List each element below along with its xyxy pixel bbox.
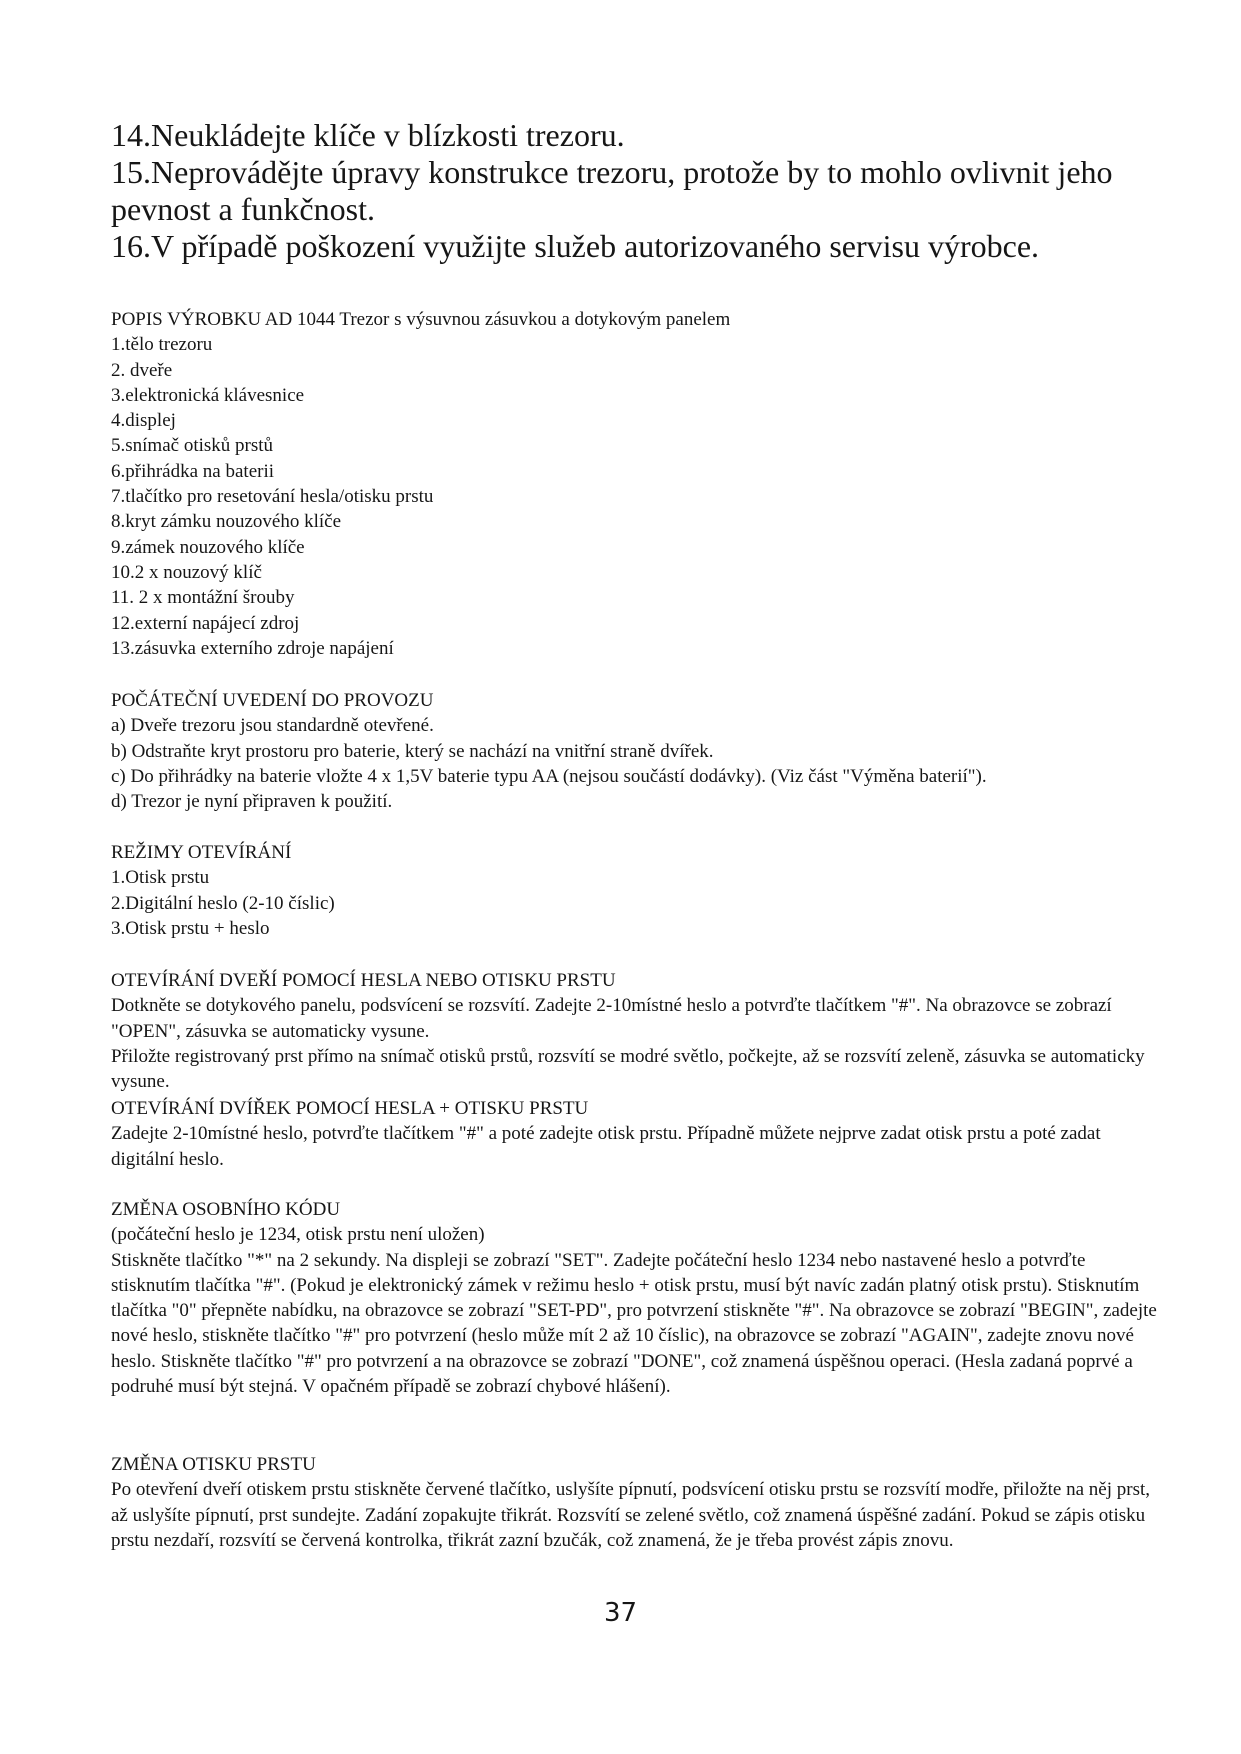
section-startup xyxy=(111,688,1161,814)
list-item: 1.Otisk prstu xyxy=(111,867,210,889)
list-item: 2.Digitální heslo (2-10 číslic) xyxy=(111,892,335,914)
intro-list xyxy=(111,117,1141,265)
paragraph: Zadejte 2-10místné heslo, potvrďte tlačítkem "#" a poté zadejte otisk prstu. Případně můžete nejprve zadat otisk prstu a poté zadat digitální heslo. xyxy=(111,1123,1101,1170)
paragraph: Přiložte registrovaný prst přímo na snímač otisků prstů, rozsvítí se modré světlo, počkejte, až se rozsvítí zeleně, zásuvka se automaticky vysune. xyxy=(111,1045,1145,1093)
list-item: 6.přihrádka na baterii xyxy=(111,460,275,482)
list-item: 4.displej xyxy=(111,410,176,432)
intro-item: 14.Neukládejte klíče v blízkosti trezoru. xyxy=(111,117,625,153)
section-product xyxy=(111,307,1161,661)
list-item: b) Odstraňte kryt prostoru pro baterie, který se nachází na vnitřní straně dvířek. xyxy=(111,740,714,762)
section-heading: ZMĚNA OSOBNÍHO KÓDU xyxy=(111,1199,341,1220)
section-heading: POČÁTEČNÍ UVEDENÍ DO PROVOZU xyxy=(111,690,434,711)
list-item: 13.zásuvka externího zdroje napájení xyxy=(111,637,394,659)
list-item: 3.Otisk prstu + heslo xyxy=(111,917,270,939)
section-open-and xyxy=(111,1096,1161,1172)
paragraph: Dotkněte se dotykového panelu, podsvícení se rozsvítí. Zadejte 2-10místné heslo a potvrďte tlačítkem "#". Na obrazovce se zobrazí "OPEN", zásuvka se automaticky vysune. xyxy=(111,995,1112,1042)
list-item: 2. dveře xyxy=(111,359,173,381)
section-heading: POPIS VÝROBKU AD 1044 Trezor s výsuvnou zásuvkou a dotykovým panelem xyxy=(111,309,731,330)
section-change-code xyxy=(111,1197,1161,1399)
page-number: 37 xyxy=(603,1598,638,1628)
intro-item: 16.V případě poškození využijte služeb autorizovaného servisu výrobce. xyxy=(111,228,1040,264)
list-item: 9.zámek nouzového klíče xyxy=(111,536,305,558)
list-item: 10.2 x nouzový klíč xyxy=(111,561,262,583)
section-heading: ZMĚNA OTISKU PRSTU xyxy=(111,1454,316,1475)
list-item: 3.elektronická klávesnice xyxy=(111,384,305,406)
list-item: c) Do přihrádky na baterie vložte 4 x 1,5V baterie typu AA (nejsou součástí dodávky). (Viz část "Výměna baterií"). xyxy=(111,765,987,787)
section-subheading: (počáteční heslo je 1234, otisk prstu není uložen) xyxy=(111,1224,485,1246)
section-open-or xyxy=(111,968,1161,1094)
section-modes xyxy=(111,840,1161,941)
list-item: 5.snímač otisků prstů xyxy=(111,435,274,457)
list-item: 12.externí napájecí zdroj xyxy=(111,612,300,634)
section-heading: OTEVÍRÁNÍ DVEŘÍ POMOCÍ HESLA NEBO OTISKU PRSTU xyxy=(111,970,616,991)
paragraph: Po otevření dveří otiskem prstu stiskněte červené tlačítko, uslyšíte pípnutí, podsvícení otisku prstu se rozsvítí modře, přiložte na něj prst, až uslyšíte pípnutí, prst sundejte. Zadání zopakujte třikrát. Rozsvítí se zelené světlo, což znamená úspěšné zadání. Pokud se zápis otisku prstu nezdaří, rozsvítí se červená kontrolka, třikrát zazní bzučák, což znamená, že je třeba provést zápis znovu. xyxy=(111,1479,1150,1551)
paragraph: Stiskněte tlačítko "*" na 2 sekundy. Na displeji se zobrazí "SET". Zadejte počáteční heslo 1234 nebo nastavené heslo a potvrďte stisknutím tlačítka "#". (Pokud je elektronický zámek v režimu heslo + otisk prstu, musí být navíc zadán platný otisk prstu). Stisknutím tlačítka "0" přepněte nabídku, na obrazovce se zobrazí "SET-PD", pro potvrzení stiskněte "#". Na obrazovce se zobrazí "BEGIN", zadejte nové heslo, stiskněte tlačítko "#" pro potvrzení (heslo může mít 2 až 10 číslic), na obrazovce se zobrazí "AGAIN", zadejte znovu nové heslo. Stiskněte tlačítko "#" pro potvrzení a na obrazovce se zobrazí "DONE", což znamená úspěšnou operaci. (Hesla zadaná poprvé a podruhé musí být stejná. V opačném případě se zobrazí chybové hlášení). xyxy=(111,1249,1157,1398)
list-item: 8.kryt zámku nouzového klíče xyxy=(111,511,342,533)
list-item: 7.tlačítko pro resetování hesla/otisku prstu xyxy=(111,486,434,508)
list-item: 1.tělo trezoru xyxy=(111,334,213,356)
intro-item: 15.Neprovádějte úpravy konstrukce trezoru, protože by to mohlo ovlivnit jeho pevnost a funkčnost. xyxy=(111,154,1113,227)
section-heading: REŽIMY OTEVÍRÁNÍ xyxy=(111,842,292,863)
section-heading: OTEVÍRÁNÍ DVÍŘEK POMOCÍ HESLA + OTISKU PRSTU xyxy=(111,1098,589,1119)
section-change-fingerprint xyxy=(111,1452,1161,1553)
list-item: 11. 2 x montážní šrouby xyxy=(111,587,295,609)
list-item: d) Trezor je nyní připraven k použití. xyxy=(111,791,393,813)
list-item: a) Dveře trezoru jsou standardně otevřené. xyxy=(111,715,434,737)
